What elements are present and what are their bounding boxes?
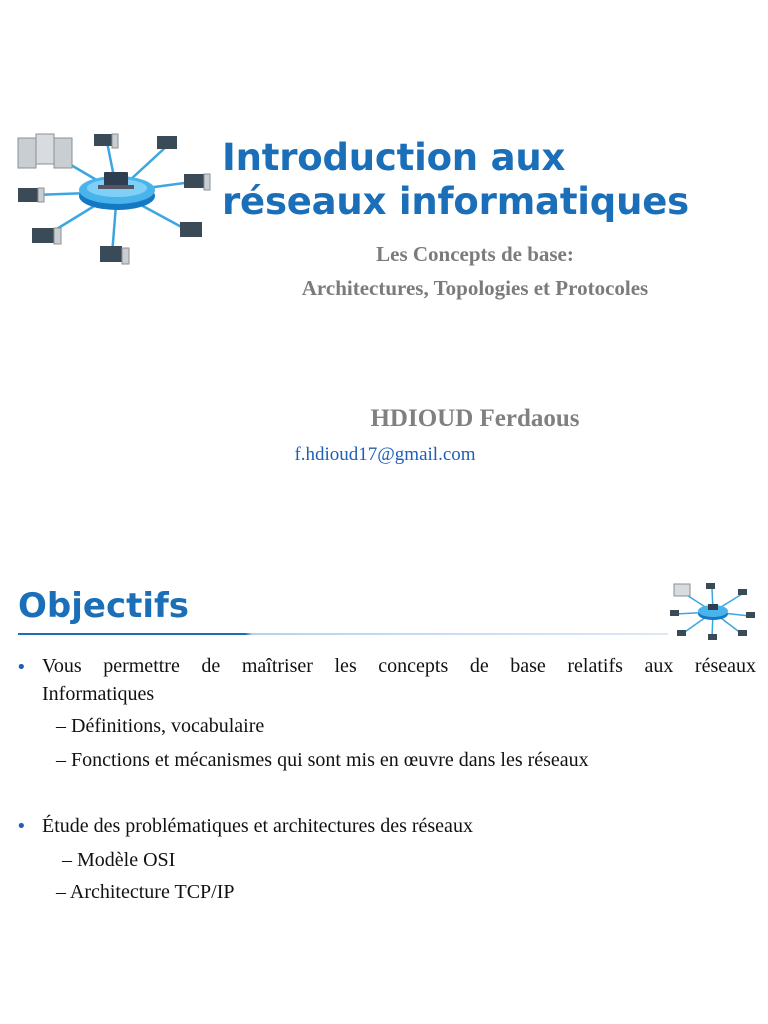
objective-1-sub-1: – Définitions, vocabulaire [56,715,265,737]
title-line-1: Introduction aux [222,136,566,179]
objective-1-line-2: Informatiques [42,683,155,705]
objective-1-line-1: Vous permettre de maîtriser les concepts de base relatifs aux réseaux [42,655,756,677]
objective-2-sub-1: – Modèle OSI [62,849,176,871]
bullet-icon: • [16,816,27,837]
objectives-slide [0,560,768,1024]
objective-2-sub-2: – Architecture TCP/IP [56,881,235,903]
bullet-icon: • [16,657,27,678]
title-divider [18,633,668,635]
network-diagram-small-icon [668,582,758,644]
subtitle-line-1: Les Concepts de base: [376,242,574,266]
presentation-title [222,136,689,224]
subtitle-line-2: Architectures, Topologies et Protocoles [301,276,649,300]
author-email-link[interactable]: f.hdioud17@gmail.com [294,444,476,465]
title-line-2: réseaux informatiques [222,180,689,223]
objective-2-text: Étude des problématiques et architectures des réseaux [42,815,473,837]
objective-1-sub-2: – Fonctions et mécanismes qui sont mis en œuvre dans les réseaux [56,749,589,771]
network-diagram-icon [12,130,222,280]
slide-title: Objectifs [18,586,190,626]
server-icon [18,134,72,168]
author-name: HDIOUD Ferdaous [370,405,580,432]
